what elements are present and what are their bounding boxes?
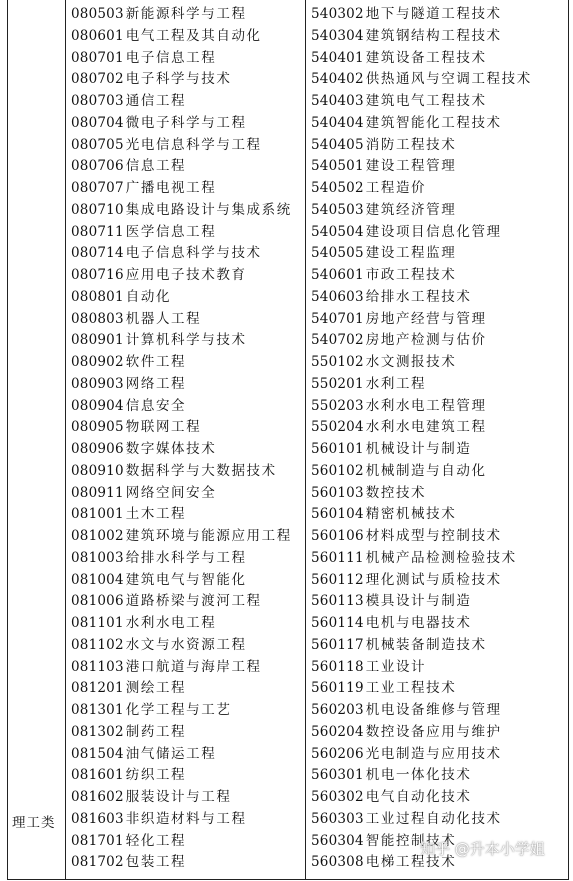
major-name: 电子信息科学与技术: [125, 245, 262, 262]
major-name: 电机与电器技术: [365, 615, 472, 631]
major-code: 560101: [311, 441, 364, 457]
major-name: 信息工程: [125, 158, 187, 175]
major-name: 软件工程: [125, 354, 187, 370]
major-code: 080704: [71, 114, 124, 131]
major-code: 560118: [311, 658, 364, 675]
major-row: [311, 657, 532, 679]
major-row: [311, 765, 532, 787]
major-row: [311, 156, 532, 178]
major-name: 工业工程技术: [365, 680, 457, 697]
major-code: 080910: [71, 462, 124, 479]
major-name: 建设工程监理: [365, 245, 457, 262]
major-row: [71, 396, 292, 418]
major-row: [71, 744, 292, 766]
major-code: 560112: [311, 571, 364, 588]
major-code: 081101: [71, 615, 124, 631]
major-code: 560204: [311, 723, 364, 740]
major-table: [7, 0, 569, 880]
major-code: 560102: [311, 462, 364, 479]
major-name: 港口航道与海岸工程: [125, 658, 262, 675]
major-code: 540304: [311, 27, 364, 44]
major-code: 080702: [71, 71, 124, 88]
major-row: [71, 48, 292, 70]
major-name: 电气自动化技术: [365, 789, 472, 805]
major-code: 560106: [311, 528, 364, 544]
undergraduate-major-column: [66, 0, 306, 879]
major-code: 080901: [71, 332, 124, 349]
major-code: 080903: [71, 375, 124, 392]
major-row: [311, 678, 532, 700]
major-row: [71, 504, 292, 526]
major-name: 测绘工程: [125, 680, 187, 697]
major-name: 广播电视工程: [125, 180, 217, 196]
major-code: 540405: [311, 136, 364, 153]
major-row: [311, 200, 532, 222]
major-row: [311, 309, 532, 331]
major-code: 081201: [71, 680, 124, 697]
major-name: 新能源科学与工程: [125, 6, 247, 22]
major-name: 机电一体化技术: [365, 767, 472, 784]
major-code: 080904: [71, 397, 124, 414]
major-name: 数控设备应用与维护: [365, 723, 502, 740]
major-code: 080911: [71, 484, 124, 501]
major-name: 给排水科学与工程: [125, 549, 247, 566]
major-row: [311, 744, 532, 766]
major-name: 纺织工程: [125, 767, 187, 784]
major-row: [71, 831, 292, 853]
major-row: [71, 200, 292, 222]
major-row: [71, 700, 292, 722]
major-name: 物联网工程: [125, 419, 202, 436]
major-row: [71, 809, 292, 831]
major-code: 081504: [71, 745, 124, 762]
major-name: 理化测试与质检技术: [365, 571, 502, 588]
major-name: 市政工程技术: [365, 267, 457, 283]
major-code: 540601: [311, 267, 364, 283]
major-row: [311, 504, 532, 526]
major-code: 540702: [311, 332, 364, 349]
major-code: 560111: [311, 549, 364, 566]
major-name: 水文与水资源工程: [125, 636, 247, 653]
major-code: 080710: [71, 201, 124, 218]
major-name: 水利工程: [365, 375, 427, 392]
major-code: 560303: [311, 810, 364, 827]
major-row: [311, 287, 532, 309]
major-name: 光电信息科学与工程: [125, 136, 262, 153]
major-row: [311, 591, 532, 613]
major-code: 550204: [311, 419, 364, 436]
major-row: [311, 69, 532, 91]
major-code: 560308: [311, 854, 364, 871]
major-row: [71, 330, 292, 352]
major-row: [71, 374, 292, 396]
major-row: [71, 156, 292, 178]
major-name: 工业设计: [365, 658, 427, 675]
major-row: [71, 417, 292, 439]
major-name: 网络空间安全: [125, 484, 217, 501]
major-row: [311, 352, 532, 374]
major-name: 建筑钢结构工程技术: [365, 27, 502, 44]
major-row: [311, 439, 532, 461]
major-name: 微电子科学与工程: [125, 114, 247, 131]
major-row: [311, 526, 532, 548]
major-row: [71, 135, 292, 157]
major-row: [311, 809, 532, 831]
major-name: 地下与隧道工程技术: [365, 6, 502, 22]
major-row: [311, 374, 532, 396]
category-column: [8, 0, 66, 879]
major-row: [71, 526, 292, 548]
major-code: 550102: [311, 354, 364, 370]
major-name: 自动化: [125, 288, 172, 305]
major-row: [311, 113, 532, 135]
major-name: 数字媒体技术: [125, 441, 217, 457]
major-code: 540603: [311, 288, 364, 305]
major-name: 轻化工程: [125, 832, 187, 849]
major-row: [311, 265, 532, 287]
major-code: 080711: [71, 223, 124, 240]
major-row: [311, 613, 532, 635]
major-row: [71, 570, 292, 592]
major-code: 560114: [311, 615, 364, 631]
major-name: 电气工程及其自动化: [125, 27, 262, 44]
major-row: [71, 243, 292, 265]
major-code: 081004: [71, 571, 124, 588]
major-row: [311, 243, 532, 265]
major-name: 机械设计与制造: [365, 441, 472, 457]
major-name: 土木工程: [125, 506, 187, 523]
major-name: 材料成型与控制技术: [365, 528, 502, 544]
major-code: 540503: [311, 201, 364, 218]
major-name: 水利水电工程: [125, 615, 217, 631]
major-name: 电子信息工程: [125, 49, 217, 66]
major-code: 081002: [71, 528, 124, 544]
major-row: [71, 309, 292, 331]
major-name: 网络工程: [125, 375, 187, 392]
major-row: [311, 222, 532, 244]
major-row: [311, 483, 532, 505]
major-name: 集成电路设计与集成系统: [125, 201, 292, 218]
major-name: 给排水工程技术: [365, 288, 472, 305]
watermark: 知乎 @升本小学姐: [420, 840, 545, 858]
major-name: 道路桥梁与渡河工程: [125, 593, 262, 610]
major-name: 机械装备制造技术: [365, 636, 487, 653]
major-name: 化学工程与工艺: [125, 702, 232, 718]
major-row: [311, 48, 532, 70]
major-row: [311, 135, 532, 157]
major-row: [71, 591, 292, 613]
major-name: 房地产经营与管理: [365, 310, 487, 327]
major-code: 081102: [71, 636, 124, 653]
major-code: 540402: [311, 71, 364, 88]
major-name: 模具设计与制造: [365, 593, 472, 610]
major-row: [71, 352, 292, 374]
major-row: [71, 265, 292, 287]
major-name: 制药工程: [125, 723, 187, 740]
major-name: 水利水电工程管理: [365, 397, 487, 414]
major-code: 081302: [71, 723, 124, 740]
major-name: 建筑电气与智能化: [125, 571, 247, 588]
major-row: [71, 483, 292, 505]
major-name: 通信工程: [125, 93, 187, 109]
major-code: 081103: [71, 658, 124, 675]
major-name: 房地产检测与估价: [365, 332, 487, 349]
major-code: 560302: [311, 789, 364, 805]
major-name: 信息安全: [125, 397, 187, 414]
major-code: 080705: [71, 136, 124, 153]
major-code: 081701: [71, 832, 124, 849]
major-code: 540504: [311, 223, 364, 240]
major-row: [71, 678, 292, 700]
major-code: 560119: [311, 680, 364, 697]
major-name: 油气储运工程: [125, 745, 217, 762]
major-row: [71, 91, 292, 113]
major-row: [71, 613, 292, 635]
major-name: 建筑环境与能源应用工程: [125, 528, 292, 544]
major-name: 光电制造与应用技术: [365, 745, 502, 762]
major-row: [311, 700, 532, 722]
major-code: 560301: [311, 767, 364, 784]
major-name: 电梯工程技术: [365, 854, 457, 871]
major-code: 080801: [71, 288, 124, 305]
major-code: 540505: [311, 245, 364, 262]
major-name: 包装工程: [125, 854, 187, 871]
major-name: 非织造材料与工程: [125, 810, 247, 827]
major-row: [71, 113, 292, 135]
major-row: [311, 4, 532, 26]
major-code: 560206: [311, 745, 364, 762]
major-row: [311, 570, 532, 592]
major-row: [71, 26, 292, 48]
major-name: 机器人工程: [125, 310, 202, 327]
major-name: 供热通风与空调工程技术: [365, 71, 532, 88]
major-row: [311, 461, 532, 483]
major-code: 540701: [311, 310, 364, 327]
major-row: [311, 26, 532, 48]
major-name: 机械产品检测检验技术: [365, 549, 517, 566]
major-code: 540501: [311, 158, 364, 175]
major-code: 560203: [311, 702, 364, 718]
major-name: 智能控制技术: [365, 832, 457, 849]
major-code: 080706: [71, 158, 124, 175]
major-code: 080905: [71, 419, 124, 436]
major-row: [71, 657, 292, 679]
major-name: 建筑电气工程技术: [365, 93, 487, 109]
major-code: 080803: [71, 310, 124, 327]
major-name: 精密机械技术: [365, 506, 457, 523]
vocational-major-column: [306, 0, 568, 879]
major-name: 建设工程管理: [365, 158, 457, 175]
major-code: 080601: [71, 27, 124, 44]
major-code: 080703: [71, 93, 124, 109]
major-name: 电子科学与技术: [125, 71, 232, 88]
major-name: 工程造价: [365, 180, 427, 196]
major-row: [71, 69, 292, 91]
major-row: [71, 287, 292, 309]
major-code: 560117: [311, 636, 364, 653]
major-row: [311, 635, 532, 657]
major-name: 机械制造与自动化: [365, 462, 487, 479]
major-code: 540403: [311, 93, 364, 109]
major-code: 081003: [71, 549, 124, 566]
major-row: [71, 852, 292, 874]
major-code: 081602: [71, 789, 124, 805]
major-row: [311, 91, 532, 113]
major-name: 数据科学与大数据技术: [125, 462, 277, 479]
major-row: [71, 4, 292, 26]
major-code: 540404: [311, 114, 364, 131]
major-row: [311, 330, 532, 352]
major-code: 540302: [311, 6, 364, 22]
major-row: [71, 178, 292, 200]
major-code: 540502: [311, 180, 364, 196]
major-row: [71, 722, 292, 744]
major-name: 数控技术: [365, 484, 427, 501]
major-name: 水利水电建筑工程: [365, 419, 487, 436]
major-name: 消防工程技术: [365, 136, 457, 153]
major-code: 560103: [311, 484, 364, 501]
major-row: [71, 548, 292, 570]
major-code: 081301: [71, 702, 124, 718]
major-row: [71, 222, 292, 244]
major-row: [311, 722, 532, 744]
major-code: 540401: [311, 49, 364, 66]
major-code: 080906: [71, 441, 124, 457]
major-code: 081601: [71, 767, 124, 784]
major-name: 机电设备维修与管理: [365, 702, 502, 718]
major-row: [311, 548, 532, 570]
major-row: [71, 787, 292, 809]
major-code: 080714: [71, 245, 124, 262]
vocational-major-list: [311, 4, 532, 874]
major-code: 080716: [71, 267, 124, 283]
major-code: 560304: [311, 832, 364, 849]
major-code: 560113: [311, 593, 364, 610]
major-row: [71, 461, 292, 483]
major-name: 建设项目信息化管理: [365, 223, 502, 240]
major-name: 建筑设备工程技术: [365, 49, 487, 66]
major-name: 水文测报技术: [365, 354, 457, 370]
major-code: 080707: [71, 180, 124, 196]
major-name: 服装设计与工程: [125, 789, 232, 805]
major-name: 工业过程自动化技术: [365, 810, 502, 827]
major-name: 建筑经济管理: [365, 201, 457, 218]
major-row: [71, 765, 292, 787]
major-row: [311, 417, 532, 439]
major-row: [311, 396, 532, 418]
major-name: 建筑智能化工程技术: [365, 114, 502, 131]
major-row: [71, 439, 292, 461]
major-code: 560104: [311, 506, 364, 523]
major-code: 081001: [71, 506, 124, 523]
major-name: 医学信息工程: [125, 223, 217, 240]
major-name: 计算机科学与技术: [125, 332, 247, 349]
major-code: 080503: [71, 6, 124, 22]
category-label: 理工类: [12, 815, 56, 831]
major-code: 081702: [71, 854, 124, 871]
major-row: [311, 787, 532, 809]
major-code: 550201: [311, 375, 364, 392]
major-code: 550203: [311, 397, 364, 414]
major-code: 081006: [71, 593, 124, 610]
major-code: 080701: [71, 49, 124, 66]
major-code: 081603: [71, 810, 124, 827]
major-code: 080902: [71, 354, 124, 370]
major-name: 应用电子技术教育: [125, 267, 247, 283]
major-row: [71, 635, 292, 657]
major-row: [311, 178, 532, 200]
undergraduate-major-list: [71, 4, 292, 874]
